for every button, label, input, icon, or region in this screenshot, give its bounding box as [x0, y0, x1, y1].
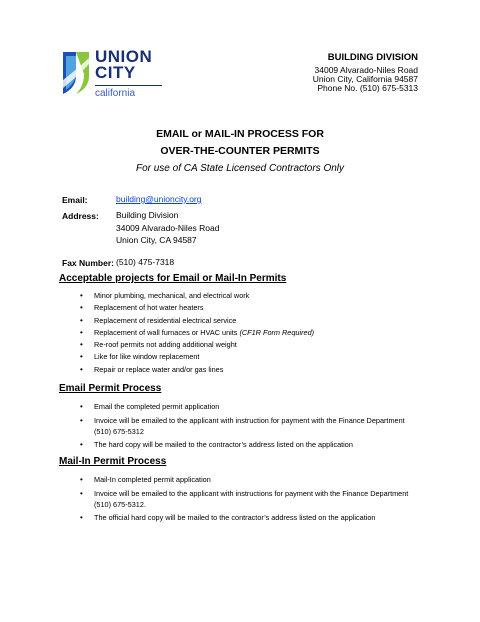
fax-label: Fax Number: — [62, 258, 114, 268]
page-title-line1: EMAIL or MAIL-IN PROCESS FOR — [156, 128, 324, 140]
address-line3: Union City, CA 94587 — [116, 235, 197, 245]
logo-line1: UNION — [95, 47, 153, 66]
email-value-wrap — [116, 193, 202, 206]
list-item: • Mail-In completed permit application — [80, 474, 420, 485]
logo-subtitle: california — [95, 88, 136, 99]
acceptable-heading: Acceptable projects for Email or Mail-In Permits — [59, 273, 287, 284]
header-address2: Union City, California 94587 — [312, 74, 418, 84]
address-block — [116, 209, 219, 247]
email-link[interactable]: building@unioncity.org — [116, 194, 202, 204]
logo-divider — [95, 85, 162, 86]
address-line2: 34009 Alvarado-Niles Road — [116, 222, 220, 233]
mail-process-list — [80, 474, 420, 526]
list-item: • Replacement of hot water heaters — [80, 302, 410, 314]
fax-value: (510) 475-7318 — [116, 257, 175, 267]
list-item: • Like for like window replacement — [80, 351, 410, 363]
list-item: • Minor plumbing, mechanical, and electrical work — [80, 290, 410, 302]
division-title: BUILDING DIVISION — [327, 52, 418, 63]
header-address1: 34009 Alvarado-Niles Road — [314, 65, 418, 75]
list-item: • Invoice will be emailed to the applicant with instruction for payment with the Finance Department (510) 675-5312 — [80, 415, 420, 437]
list-item: • Invoice will be emailed to the applicant with instructions for payment with the Finance Department (510) 675-5312. — [80, 488, 420, 510]
list-item: • The official hard copy will be mailed to the contractor’s address listed on the application — [80, 512, 420, 523]
acceptable-list — [80, 290, 410, 376]
list-item-note: (CF1R Form Required) — [239, 327, 315, 337]
list-item: • Email the completed permit application — [80, 401, 420, 412]
page-subtitle: For use of CA State Licensed Contractors Only — [135, 163, 345, 174]
address-line1: Building Division — [116, 210, 179, 220]
address-label: Address: — [62, 211, 99, 221]
mail-process-heading: Mail-In Permit Process — [59, 456, 167, 467]
list-item-text: Replacement of wall furnaces or HVAC units — [94, 327, 238, 337]
email-process-list — [80, 401, 420, 453]
logo-line2: CITY — [95, 63, 136, 82]
list-item: • Repair or replace water and/or gas lines — [80, 364, 410, 376]
list-item: • Replacement of residential electrical service — [80, 315, 410, 327]
list-item: • The hard copy will be mailed to the contractor’s address listed on the application — [80, 439, 420, 450]
page-title-line2: OVER-THE-COUNTER PERMITS — [160, 145, 320, 157]
email-process-heading: Email Permit Process — [59, 383, 162, 394]
header-phone: Phone No. (510) 675-5313 — [317, 83, 418, 93]
email-label: Email: — [62, 195, 88, 205]
list-item: • Re-roof permits not adding additional weight — [80, 339, 410, 351]
logo-wordmark — [95, 49, 152, 81]
list-item — [80, 327, 410, 339]
